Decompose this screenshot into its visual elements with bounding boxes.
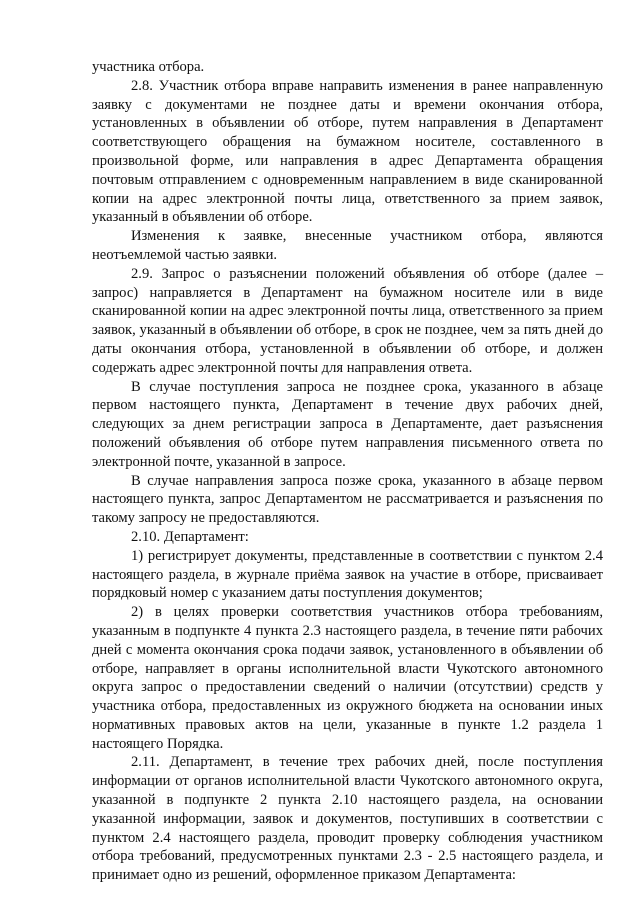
- paragraph-2-9-timely-request: В случае поступления запроса не позднее срока, указанного в абзаце первом настоящего пункта, Департамент в течение двух рабочих дней, следующих за днем регистрации запроса в Департаменте, дает разъяснения положений объявления об отборе путем направления письменного ответа по электронной почте, указанной в запросе.: [92, 378, 603, 470]
- paragraph-2-11: 2.11. Департамент, в течение трех рабочих дней, после поступления информации от органов исполнительной власти Чукотского автономного округа, указанной в подпункте 2 пункта 2.10 настоящего раздела, на основании указанной информации, заявок и документов, поступивших в соответствии с пунктом 2.4 настоящего раздела, проводит проверку соблюдения участником отбора требований, предусмотренных пунктами 2.3 - 2.5 настоящего раздела, и принимает одно из решений, оформленное приказом Департамента:: [92, 754, 603, 884]
- paragraph-2-9-late-request: В случае направления запроса позже срока, указанного в абзаце первом настоящего пункта, запрос Департаментом не рассматривается и разъяснения по такому запросу не предоставляются.: [92, 472, 603, 527]
- paragraph-2-9: 2.9. Запрос о разъяснении положений объявления об отборе (далее – запрос) направляется в Департамент на бумажном носителе или в виде сканированной копии на адрес электронной почты лица, ответственного за прием заявок, указанный в объявлении об отборе, в срок не позднее, чем за пять дней до даты окончания отбора, установленной в объявлении об отборе, и должен содержать адрес электронной почты для направления ответа.: [92, 265, 603, 376]
- paragraph-2-10-item-1: 1) регистрирует документы, представленные в соответствии с пунктом 2.4 настоящего раздела, в журнале приёма заявок на участие в отборе, присваивает порядковый номер с указанием даты поступления документов;: [92, 547, 603, 602]
- paragraph-continuation: участника отбора.: [92, 59, 205, 75]
- document-page: [92, 58, 603, 885]
- paragraph-2-10-item-2: 2) в целях проверки соответствия участников отбора требованиям, указанным в подпункте 4 пункта 2.3 настоящего раздела, в течение пяти рабочих дней с момента окончания срока подачи заявок, установленного в объявлении об отборе, направляет в органы исполнительной власти Чукотского автономного округа запрос о предоставлении сведений о наличии (отсутствии) средств у участника отбора, предоставленных из окружного бюджета на основании иных нормативных правовых актов на цели, указанные в пункте 1.2 раздела 1 настоящего Порядка.: [92, 604, 603, 752]
- paragraph-2-8: 2.8. Участник отбора вправе направить изменения в ранее направленную заявку с документами не позднее даты и времени окончания отбора, установленных в объявлении об отборе, путем направления в Департамент соответствующего обращения на бумажном носителе, составленного в произвольной форме, или направления в адрес Департамента обращения почтовым отправлением с одновременным направлением в виде сканированной копии на адрес электронной почты лица, ответственного за прием заявок, указанный в объявлении об отборе.: [92, 77, 603, 226]
- paragraph-2-10-heading: 2.10. Департамент:: [131, 528, 249, 545]
- paragraph-2-8-changes: Изменения к заявке, внесенные участником отбора, являются неотъемлемой частью заявки.: [92, 228, 603, 263]
